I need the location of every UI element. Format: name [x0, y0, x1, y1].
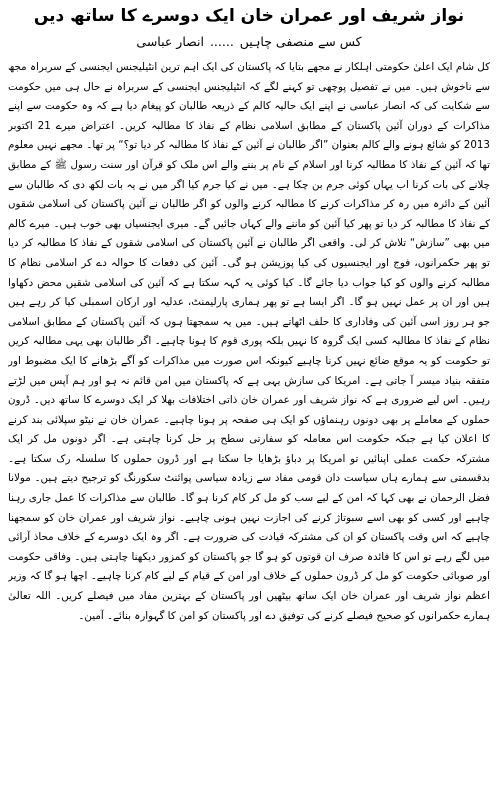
subheadline: کس سے منصفی چاہیں	[239, 33, 362, 49]
author-name: انصار عباسی	[136, 33, 204, 49]
article-paragraph: نواز شریف اور عمران خان کو سمجھنا چاہیے کہ اس وقت پاکستان کو ان کی مشترکہ قیادت کی ضرورت ہے۔ اگر وہ ایک دوسرے کے خلاف محاذ آرائی میں لگے رہے تو اس کا فائدہ صرف ان قوتوں کو ہو گا جو پاکستان کو کمزور دیکھنا چاہتی ہیں۔ وفاقی حکومت اور صوبائی حکومت کو مل کر ڈرون حملوں کے خلاف اور امن کے قیام کے لیے کام کرنا چاہیے۔ اچھا ہو گا کہ وزیر اعظم نواز شریف اور عمران خان ایک ساتھ بیٹھیں اور پاکستان کے بہترین مفاد میں فیصلے کریں۔ اللہ تعالیٰ ہمارے حکمرانوں کو صحیح فیصلے کرنے کی توفیق دے اور پاکستان کو امن کا گہوارہ بنائے۔ آمین۔	[8, 511, 490, 622]
article-headline: نواز شریف اور عمران خان ایک دوسرے کا ساتھ دیں	[33, 6, 465, 26]
article-paragraph: میں نے کیا جرم کیا اگر میں نے یہ بات لکھ دی کہ طالبان سے آئین کے دائرہ میں رہ کر مذاکرات کرنے کا مطالبہ کرنے والوں کو اگر طالبان نے آئین پاکستان کی اسلامی شقوں کے نفاذ کا مطالبہ کر دیا تو پھر کیا آئین کو ماننے والے کہاں جائیں گے۔ میری ایجنسیاں بھی خوب ہیں۔ میرے کالم میں بھی ”سازش“ تلاش کر لی۔ واقعی اگر طالبان نے آئین پاکستان کی اسلامی شقوں کے نفاذ کا مطالبہ کر دیا تو پھر حکمرانوں، فوج اور ایجنسیوں کی کیا پوزیشن ہو گی۔ آئین کی دفعات کا حوالہ دے کر اسلامی نظام کا مطالبہ کرنے والوں کو کیا جواب دیا جائے گا۔ کیا کوئی یہ کہہ سکتا ہے کہ آئین کی اسلامی شقیں محض دکھاوا ہیں اور ان پر عمل نہیں ہو گا۔ اگر ایسا ہے تو پھر ہماری پارلیمنٹ، عدلیہ اور ارکان اسمبلی کیا کر رہے ہیں جو ہر روز اسی آئین کی وفاداری کا حلف اٹھاتے ہیں۔	[8, 178, 490, 328]
article-paragraph: کل شام ایک اعلیٰ حکومتی اہلکار نے مجھے بتایا کہ پاکستان کی ایک اہم ترین انٹیلیجنس ایجنسی کے سربراہ مجھ سے ناخوش ہیں۔ میں نے تفصیل پوچھی تو کہنے لگے کہ انٹیلیجنس ایجنسی کے سربراہ نے حال ہی میں حکومت سے شکایت کی کہ انصار عباسی نے اپنے ایک حالیہ کالم کے ذریعہ طالبان کو پیغام دیا ہے کہ وہ حکومت سے اپنے مذاکرات کے دوران آئین پاکستان کے مطابق اسلامی نظام کے نفاذ کا مطالبہ کریں۔ اعتراض میرے 21 اکتوبر 2013 کو شائع ہونے والے کالم بعنوان ”اگر طالبان نے آئین کے نفاذ کا مطالبہ کر دیا تو؟“ پر تھا۔ مجھے نہیں معلوم تھا کہ آئین کے نفاذ کا مطالبہ کرنا اور اسلام کے نام پر بننے والے اس ملک کو قرآن اور سنت رسول ﷺ کے مطابق چلانے کی بات کرنا اب یہاں کوئی جرم بن چکا ہے۔	[8, 61, 490, 191]
article-body	[8, 58, 490, 778]
byline-separator: ......	[209, 33, 234, 49]
byline	[8, 30, 490, 52]
article-paragraph: ڈرون حملوں کے معاملے پر بھی دونوں رہنماؤں کو ایک ہی صفحہ پر ہونا چاہیے۔ عمران خان نے نیٹو سپلائی بند کرنے کا اعلان کیا ہے جبکہ حکومت اس معاملہ کو سفارتی سطح پر حل کرنا چاہتی ہے۔ اگر دونوں مل کر ایک مشترکہ حکمت عملی اپنائیں تو امریکا پر دباؤ بڑھایا جا سکتا ہے اور ڈرون حملوں کا سلسلہ رک سکتا ہے۔ بدقسمتی سے ہمارے ہاں سیاست دان قومی مفاد سے زیادہ سیاسی پوائنٹ سکورنگ کو ترجیح دیتے ہیں۔ مولانا فضل الرحمان نے بھی کہا کہ امن کے لیے سب کو مل کر کام کرنا ہو گا۔ طالبان سے مذاکرات کا عمل جاری رہنا چاہیے اور کسی کو بھی اسے سبوتاژ کرنے کی اجازت نہیں ہونی چاہیے۔	[8, 394, 490, 524]
article-paragraph: میں یہ سمجھتا ہوں کہ آئین پاکستان کے مطابق اسلامی نظام کے نفاذ کا مطالبہ کسی ایک گروہ کا نہیں بلکہ پوری قوم کا ہونا چاہیے۔ اگر طالبان بھی یہی مطالبہ کریں تو حکومت کو یہ موقع ضائع نہیں کرنا چاہیے کیونکہ اس صورت میں مذاکرات کو آگے بڑھانے کا ایک مضبوط اور متفقہ بنیاد میسر آ جاتی ہے۔ امریکا کی سازش یہی ہے کہ پاکستان میں امن قائم نہ ہو اور ہم آپس میں لڑتے رہیں۔ اس لیے ضروری ہے کہ نواز شریف اور عمران خان ذاتی اختلافات بھلا کر ایک دوسرے کا ساتھ دیں۔	[8, 315, 490, 407]
